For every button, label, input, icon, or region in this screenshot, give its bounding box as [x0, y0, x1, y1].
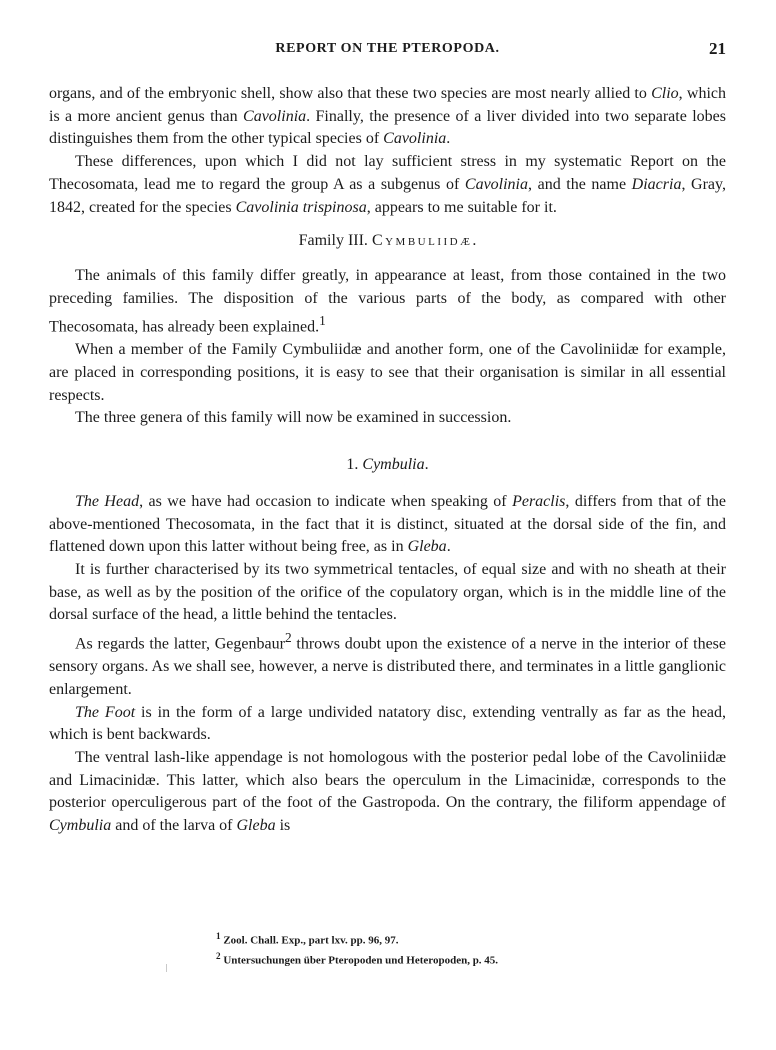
body-text: [49, 83, 726, 838]
running-header: [49, 41, 726, 63]
footnote: $^2$ Untersuchungen über Pteropoden und Heteropoden, p. 45.: [216, 950, 499, 967]
paragraph-differences: These differences, upon which I did not lay sufficient stress in my systematic Report on the Thecosomata, lead me to regard the group A as a subgenus of Cavolinia, and the name Diacria, Gray, 1842, created for the species Cavolinia trispinosa, appears to me suitable for it.: [49, 153, 726, 216]
paragraph-genera: The three genera of this family will now be examined in succession.: [75, 409, 512, 427]
footnote-ref: 2: [284, 630, 292, 646]
taxon-name: Diacria: [631, 175, 682, 193]
footnote-ref: 1: [319, 313, 326, 329]
footnote: $^1$ Zool. Chall. Exp., part lxv. pp. 96, 97.: [216, 931, 399, 947]
paragraph-head: The Head, as we have had occasion to indicate when speaking of Peraclis, differs from that of the above-mentioned Thecosomata, in the fact that it is distinct, situated at the dorsal side of the fin, and flattened down upon this latter without being free, as in Gleba.: [49, 492, 727, 556]
paragraph-appendage: The ventral lash-like appendage is not homologous with the posterior pedal lobe of the Cavoliniidæ and Limacinidæ. This latter, which also bears the operculum in the Limacinidæ, corresponds to the posterior operculigerous part of the foot of the Gastropoda. On the contrary, the filiform appendage of Cymbulia and of the larva of Gleba is: [49, 748, 726, 835]
taxon-name: Cymbulia: [49, 817, 112, 835]
taxon-name: Cavolinia trispinosa: [235, 198, 367, 216]
family-heading: Family III. Cymbuliidæ.: [298, 232, 477, 250]
paragraph-foot: The Foot is in the form of a large undivided natatory disc, extending ventrally as far as the head, which is bent backwards.: [49, 703, 726, 744]
paper-speck: [166, 964, 167, 972]
genus-heading: 1. Cymbulia.: [346, 456, 429, 474]
running-title: REPORT ON THE PTEROPODA.: [275, 41, 500, 56]
footnotes: [216, 929, 696, 968]
section-term: The Foot: [75, 703, 136, 721]
footnote-mark: 1: [216, 931, 221, 941]
paragraph-family-intro: The animals of this family differ greatly, in appearance at least, from those contained in the two preceding families. The disposition of the various parts of the body, as compared with other Thecosomata, has already been explained.$^1$: [49, 266, 726, 336]
taxon-name: Cavolinia: [243, 107, 307, 125]
paragraph-continuation: organs, and of the embryonic shell, show also that these two species are most nearly allied to Clio, which is a more ancient genus than Cavolinia. Finally, the presence of a liver divided into two separate lobes distinguishes them from the other typical species of Cavolinia.: [49, 85, 727, 148]
taxon-name: Gleba: [236, 817, 276, 835]
taxon-name: Gleba: [407, 538, 447, 556]
taxon-name: Cavolinia: [464, 175, 528, 193]
section-term: The Head: [75, 492, 140, 510]
taxon-name: Clio: [651, 85, 679, 102]
paragraph-tentacles: It is further characterised by its two symmetrical tentacles, of equal size and with no sheath at their base, as well as by the position of the orifice of the copulatory organ, which is in the middle line of the dorsal surface of the head, a little behind the tentacles.: [49, 560, 726, 624]
taxon-name: Peraclis: [512, 492, 566, 510]
paragraph-comparison: When a member of the Family Cymbuliidæ and another form, one of the Cavoliniidæ for example, are placed in corresponding positions, it is easy to see that their organisation is similar in all essential respects.: [49, 341, 726, 404]
footnote-mark: 2: [216, 950, 221, 961]
paragraph-gegenbaur: As regards the latter, Gegenbaur$^2$ throws doubt upon the existence of a nerve in the interior of these sensory organs. As we shall see, however, a nerve is distributed there, and terminates in a little ganglionic enlargement.: [49, 630, 727, 698]
taxon-name: Cavolinia: [383, 130, 447, 148]
page-number: 21: [709, 39, 726, 58]
